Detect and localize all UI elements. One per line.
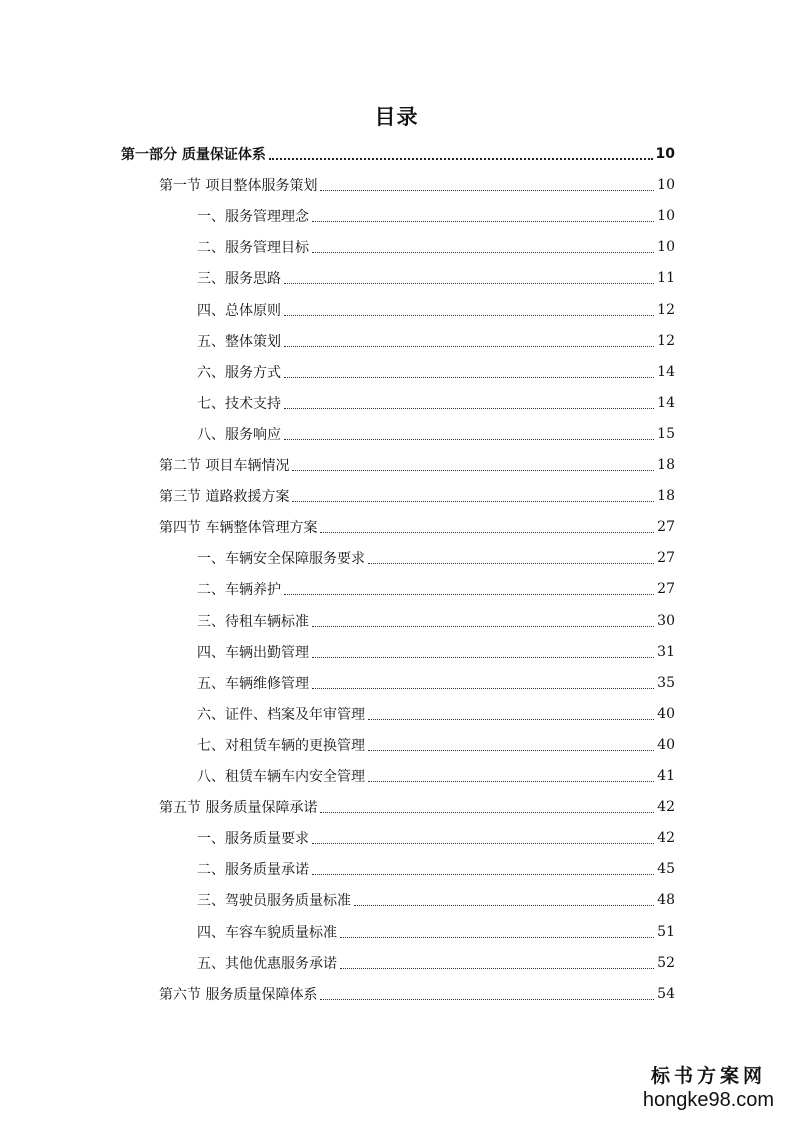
toc-dot-leader (312, 656, 654, 658)
toc-dot-leader (292, 469, 654, 471)
toc-entry[interactable] (197, 605, 675, 636)
toc-entry-title: 二、服务质量承诺 (197, 861, 309, 878)
toc-dot-leader (368, 749, 654, 751)
toc-entry[interactable] (197, 231, 675, 262)
toc-entry-title: 八、租赁车辆车内安全管理 (197, 768, 365, 785)
toc-page-number: 14 (657, 363, 675, 380)
toc-entry[interactable] (197, 729, 675, 760)
toc-entry[interactable] (197, 760, 675, 791)
toc-entry[interactable] (197, 822, 675, 853)
toc-page-number: 27 (657, 580, 675, 597)
toc-entry-title: 七、对租赁车辆的更换管理 (197, 737, 365, 754)
toc-dot-leader (312, 251, 654, 253)
toc-entry-title: 四、车容车貌质量标准 (197, 924, 337, 941)
toc-entry-title: 第六节 服务质量保障体系 (159, 986, 318, 1003)
toc-dot-leader (368, 718, 654, 720)
toc-dot-leader (340, 967, 654, 969)
toc-entry[interactable] (121, 138, 675, 169)
toc-entry[interactable] (197, 636, 675, 667)
toc-entry[interactable] (197, 200, 675, 231)
toc-page-number: 31 (657, 643, 675, 660)
toc-entry[interactable] (159, 978, 675, 1009)
toc-entry[interactable] (197, 542, 675, 573)
toc-entry[interactable] (197, 356, 675, 387)
toc-dot-leader (320, 189, 654, 191)
toc-entry[interactable] (159, 511, 675, 542)
toc-page-number: 40 (657, 736, 675, 753)
toc-dot-leader (284, 376, 654, 378)
toc-page-number: 27 (657, 518, 675, 535)
toc-entry[interactable] (159, 480, 675, 511)
toc-entry-title: 二、服务管理目标 (197, 239, 309, 256)
toc-page-number: 27 (657, 549, 675, 566)
toc-entry[interactable] (197, 698, 675, 729)
toc-entry-title: 一、服务管理理念 (197, 208, 309, 225)
toc-entry[interactable] (197, 947, 675, 978)
toc-entry-title: 第一节 项目整体服务策划 (159, 177, 318, 194)
toc-entry[interactable] (197, 573, 675, 604)
toc-dot-leader (368, 562, 654, 564)
toc-entry-title: 一、车辆安全保障服务要求 (197, 550, 365, 567)
toc-page-number: 12 (657, 332, 675, 349)
toc-entry-title: 六、服务方式 (197, 364, 281, 381)
toc-entry-title: 三、服务思路 (197, 270, 281, 287)
watermark-url: hongke98.com (642, 1089, 775, 1111)
toc-dot-leader (292, 500, 654, 502)
toc-dot-leader (284, 345, 654, 347)
toc-entry-title: 八、服务响应 (197, 426, 281, 443)
toc-entry-title: 第四节 车辆整体管理方案 (159, 519, 318, 536)
toc-entry-title: 四、车辆出勤管理 (197, 644, 309, 661)
toc-dot-leader (284, 593, 654, 595)
toc-entry-title: 三、待租车辆标准 (197, 613, 309, 630)
toc-page-number: 18 (657, 456, 675, 473)
toc-entry-title: 五、其他优惠服务承诺 (197, 955, 337, 972)
toc-dot-leader (284, 314, 654, 316)
toc-dot-leader (368, 780, 654, 782)
toc-entry-title: 第二节 项目车辆情况 (159, 457, 290, 474)
toc-entry-title: 第三节 道路救援方案 (159, 488, 290, 505)
toc-entry-title: 六、证件、档案及年审管理 (197, 706, 365, 723)
toc-dot-leader (312, 842, 654, 844)
toc-entry[interactable] (197, 325, 675, 356)
toc-page-number: 10 (657, 238, 675, 255)
toc-entry[interactable] (197, 853, 675, 884)
toc-page-number: 45 (657, 860, 675, 877)
toc-dot-leader (284, 438, 654, 440)
toc-page-number: 48 (657, 891, 675, 908)
toc-page-number: 10 (657, 176, 675, 193)
toc-dot-leader (320, 811, 654, 813)
toc-page-number: 11 (657, 269, 675, 286)
toc-dot-leader (312, 625, 654, 627)
toc-entry-title: 第一部分 质量保证体系 (121, 146, 266, 163)
toc-entry[interactable] (197, 884, 675, 915)
toc-page-number: 40 (657, 705, 675, 722)
toc-entry[interactable] (197, 667, 675, 698)
toc-page-number: 52 (657, 954, 675, 971)
toc-entry-title: 五、整体策划 (197, 333, 281, 350)
toc-entry-title: 二、车辆养护 (197, 581, 281, 598)
toc-entry[interactable] (197, 916, 675, 947)
toc-page-number: 42 (657, 829, 675, 846)
toc-dot-leader (354, 904, 654, 906)
toc-entry-title: 七、技术支持 (197, 395, 281, 412)
watermark-site-name: 标书方案网 (650, 1065, 766, 1087)
toc-dot-leader (320, 531, 654, 533)
toc-page-number: 42 (657, 798, 675, 815)
toc-entry-title: 五、车辆维修管理 (197, 675, 309, 692)
toc-entry[interactable] (197, 418, 675, 449)
toc-entry-title: 四、总体原则 (197, 302, 281, 319)
toc-page-number: 10 (657, 207, 675, 224)
toc-page-number: 54 (657, 985, 675, 1002)
toc-page-number: 14 (657, 394, 675, 411)
toc-dot-leader (312, 873, 654, 875)
toc-page-number: 41 (657, 767, 675, 784)
toc-page-number: 30 (657, 612, 675, 629)
toc-dot-leader (312, 220, 654, 222)
toc-page-number: 12 (657, 301, 675, 318)
toc-page-number: 10 (655, 145, 675, 162)
toc-entry-title: 第五节 服务质量保障承诺 (159, 799, 318, 816)
page-title: 目录 (374, 105, 419, 129)
toc-dot-leader (284, 282, 654, 284)
toc-dot-leader (312, 687, 654, 689)
toc-entry[interactable] (197, 262, 675, 293)
toc-entry[interactable] (159, 791, 675, 822)
toc-page-number: 15 (657, 425, 675, 442)
toc-entry[interactable] (197, 387, 675, 418)
toc-dot-leader (320, 998, 654, 1000)
toc-dot-leader (284, 407, 654, 409)
toc-dot-leader (269, 157, 653, 160)
site-watermark (636, 1064, 781, 1112)
toc-page-number: 51 (657, 923, 675, 940)
toc-entry-title: 一、服务质量要求 (197, 830, 309, 847)
toc-entry[interactable] (159, 169, 675, 200)
toc-entry[interactable] (197, 294, 675, 325)
toc-page-number: 18 (657, 487, 675, 504)
toc-entry[interactable] (159, 449, 675, 480)
toc-page-number: 35 (657, 674, 675, 691)
toc-entry-title: 三、驾驶员服务质量标准 (197, 892, 351, 909)
toc-dot-leader (340, 936, 654, 938)
